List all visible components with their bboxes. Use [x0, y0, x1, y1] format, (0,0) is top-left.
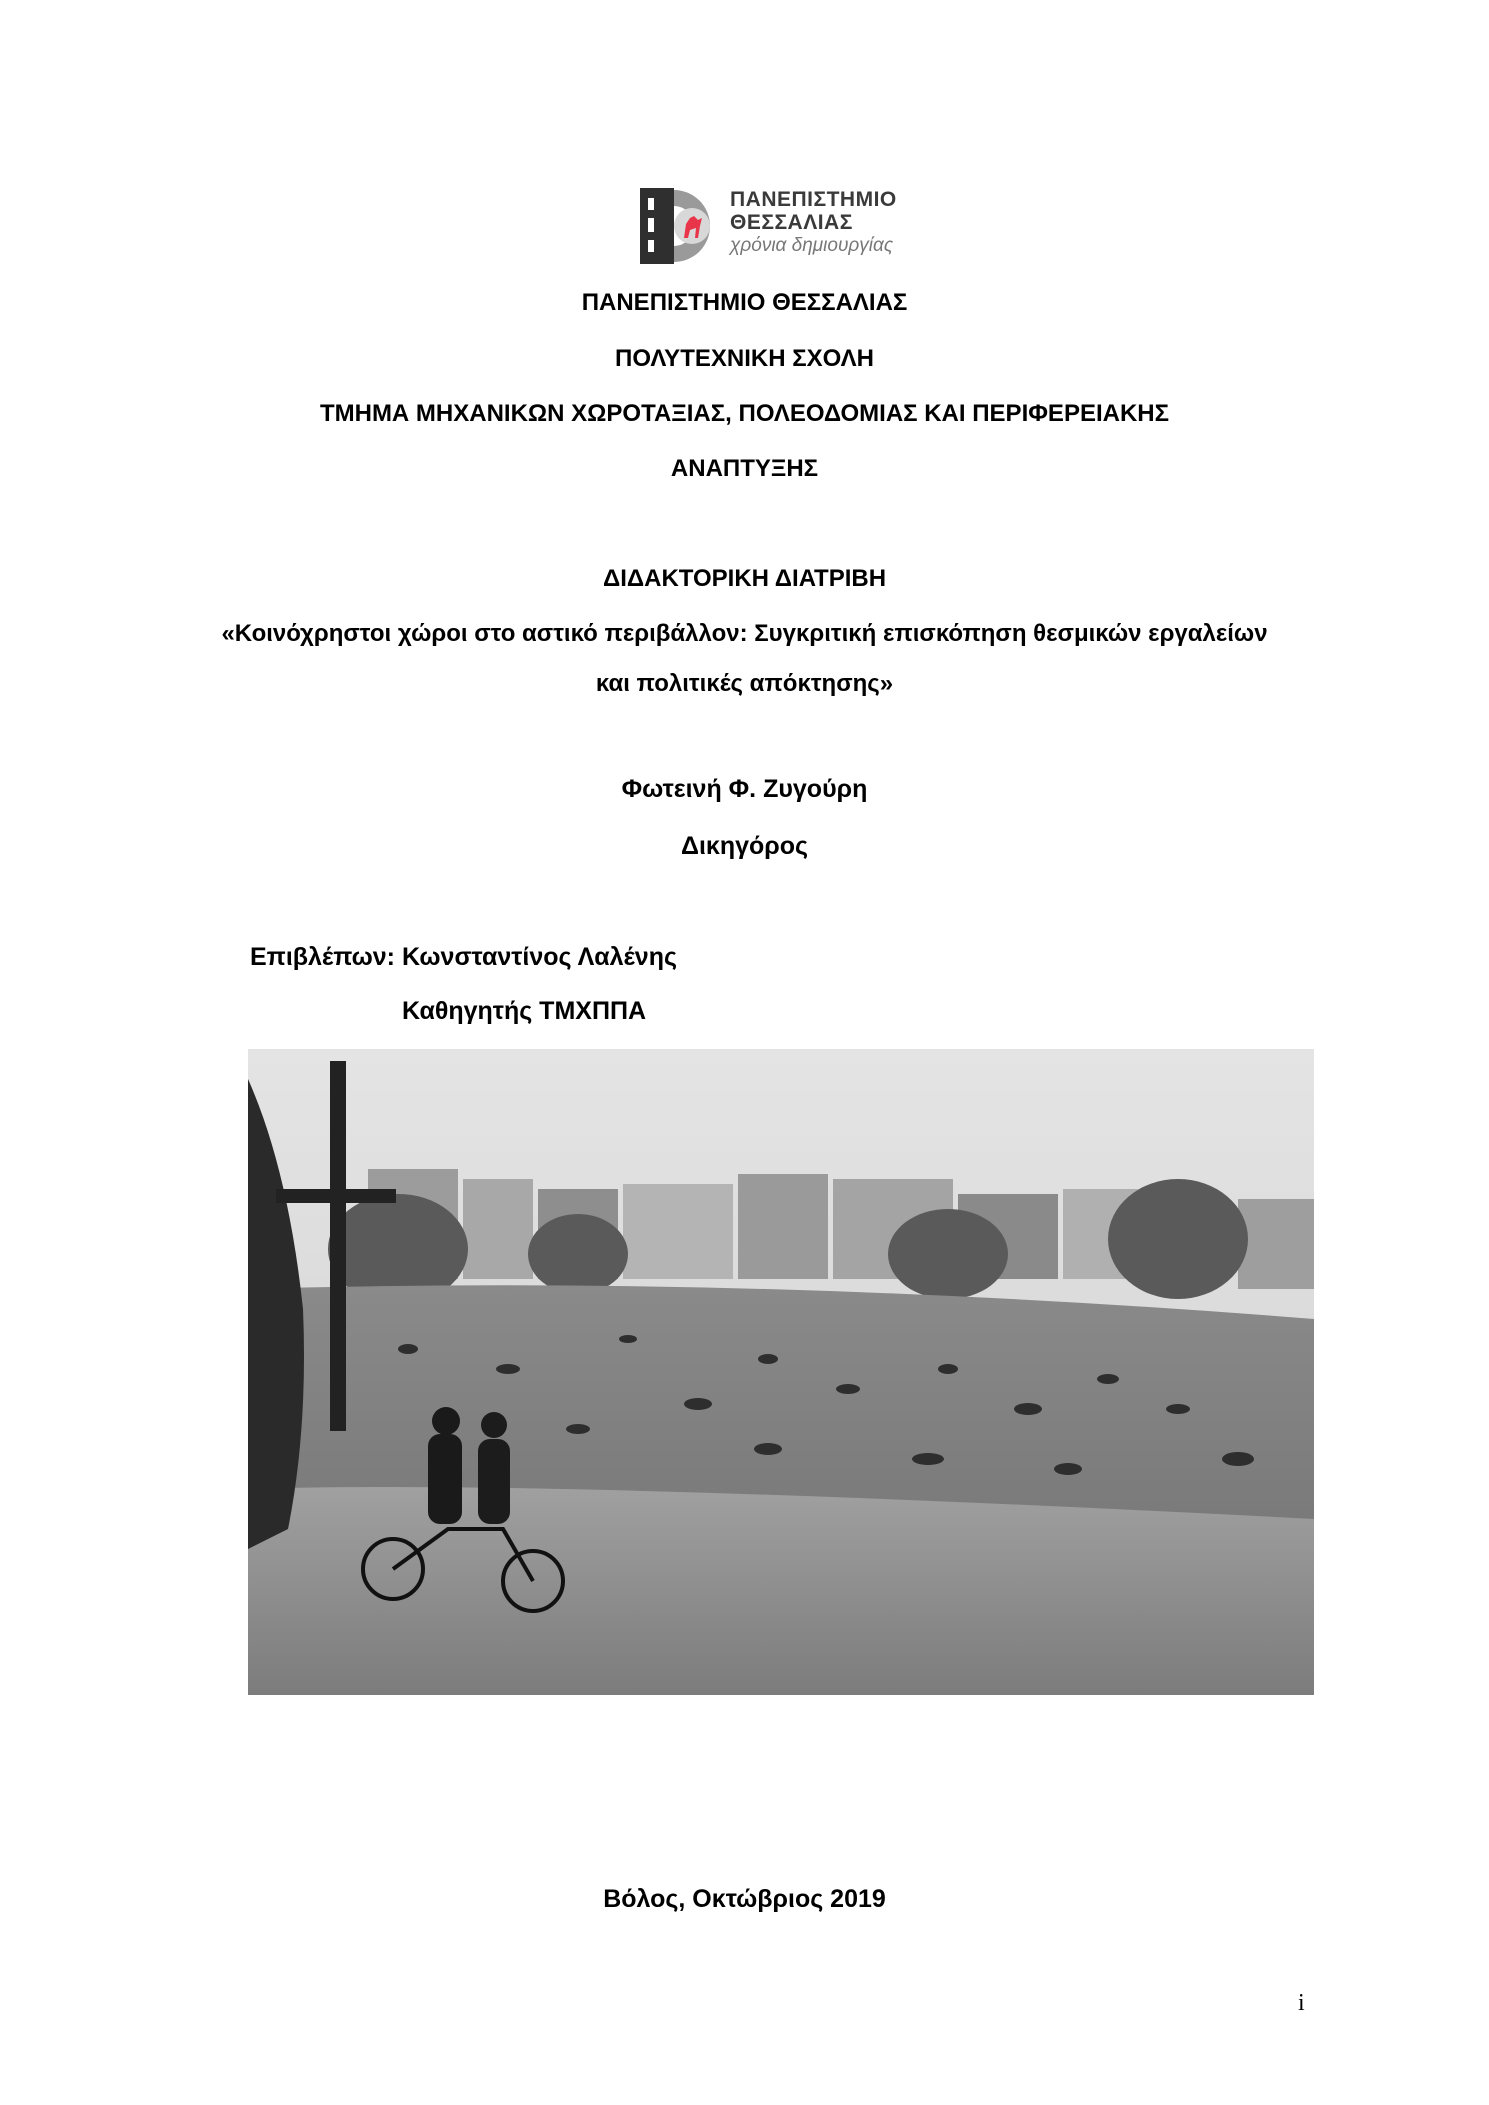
university-emblem-icon — [640, 188, 718, 264]
logo-line-3: χρόνια δημιουργίας — [730, 235, 894, 256]
logo-line-1: ΠΑΝΕΠΙΣΤΗΜΙΟ — [730, 188, 897, 211]
university-name: ΠΑΝΕΠΙΣΤΗΜΙΟ ΘΕΣΣΑΛΙΑΣ — [581, 289, 908, 316]
author-profession: Δικηγόρος — [680, 832, 809, 860]
thesis-title-line-1: «Κοινόχρηστοι χώροι στο αστικό περιβάλλον: Συγκριτική επισκόπηση θεσμικών εργαλείων — [221, 620, 1268, 647]
school-name: ΠΟΛΥΤΕΧΝΙΚΗ ΣΧΟΛΗ — [615, 345, 874, 372]
thesis-title-line-2: και πολιτικές απόκτησης» — [595, 670, 894, 697]
park-photo — [248, 1049, 1314, 1695]
logo-line-2: ΘΕΣΣΑΛΙΑΣ — [730, 211, 853, 234]
logo-text — [730, 188, 897, 258]
department-name-line-1: ΤΜΗΜΑ ΜΗΧΑΝΙΚΩΝ ΧΩΡΟΤΑΞΙΑΣ, ΠΟΛΕΟΔΟΜΙΑΣ ΚΑΙ ΠΕΡΙΦΕΡΕΙΑΚΗΣ — [319, 400, 1170, 427]
department-name-line-2: ΑΝΑΠΤΥΞΗΣ — [670, 455, 819, 482]
supervisor-title: Καθηγητής ΤΜΧΠΠΑ — [402, 997, 647, 1025]
cross-monument — [330, 1061, 346, 1431]
university-logo — [640, 188, 930, 266]
place-and-date: Βόλος, Οκτώβριος 2019 — [603, 1885, 886, 1913]
author-name: Φωτεινή Φ. Ζυγούρη — [621, 775, 868, 803]
thesis-type: ΔΙΔΑΚΤΟΡΙΚΗ ΔΙΑΤΡΙΒΗ — [602, 565, 887, 592]
supervisor-name: Επιβλέπων: Κωνσταντίνος Λαλένης — [250, 943, 677, 971]
page-number: i — [1298, 1990, 1305, 2016]
